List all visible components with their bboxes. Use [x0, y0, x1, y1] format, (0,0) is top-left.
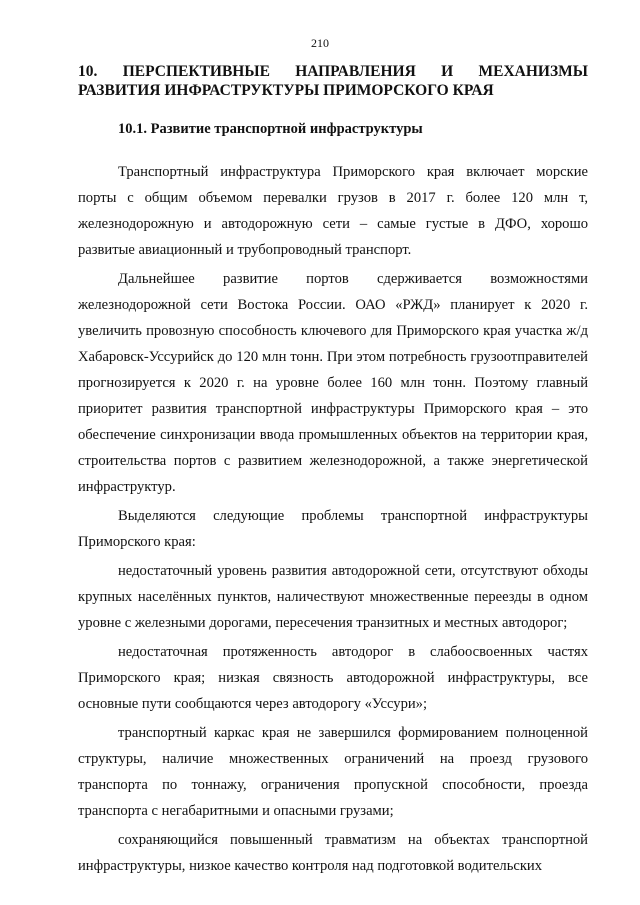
paragraph-port-development: Дальнейшее развитие портов сдерживается возможностями железнодорожной сети Востока России. ОАО «РЖД» планирует к 2020 г. увеличить провозную способность ключевого для Приморского края участка ж/д Хабаровск-Уссурийск до 120 млн тонн. При этом потребность грузоотправителей прогнозируется к 2020 г. на уровне более 160 млн тонн. Поэтому главный приоритет развития транспортной инфраструктуры Приморского края – это обеспечение синхронизации ввода промышленных объектов на территории края, строительства портов с развитием железнодорожной, а также энергетической инфраструктур.: [78, 271, 588, 495]
paragraph-infrastructure-overview: Транспортный инфраструктура Приморского края включает морские порты с общим объемом перевалки грузов в 2017 г. более 120 млн т, железнодорожную и автодорожную сети – самые густые в ДФО, хорошо развитые авиационный и трубопроводный транспорт.: [78, 164, 588, 258]
paragraph-problems-intro: Выделяются следующие проблемы транспортной инфраструктуры Приморского края:: [78, 508, 588, 550]
page-content: [78, 62, 588, 882]
paragraph-problem-traffic-injuries: сохраняющийся повышенный травматизм на объектах транспортной инфраструктуры, низкое качество контроля над подготовкой водительских: [78, 832, 588, 874]
paragraph-problem-transport-frame: транспортный каркас края не завершился формированием полноценной структуры, наличие множественных ограничений на проезд грузового транспорта по тоннажу, ограничения пропускной способности, проезда транспорта с негабаритными и опасными грузами;: [78, 725, 588, 819]
section-title: 10.1. Развитие транспортной инфраструктуры: [118, 121, 423, 137]
paragraph-problem-road-network: недостаточный уровень развития автодорожной сети, отсутствуют обходы крупных населённых пунктов, наличествуют множественные переезды в одном уровне с железными дорогами, пересечения транзитных и местных автодорог;: [78, 563, 588, 631]
paragraph-problem-road-length: недостаточная протяженность автодорог в слабоосвоенных частях Приморского края; низкая связность автодорожной инфраструктуры, все основные пути сообщаются через автодорогу «Уссури»;: [78, 644, 588, 712]
chapter-title: 10. ПЕРСПЕКТИВНЫЕ НАПРАВЛЕНИЯ И МЕХАНИЗМЫ РАЗВИТИЯ ИНФРАСТРУКТУРЫ ПРИМОРСКОГО КРАЯ: [78, 63, 588, 99]
page-number: 210: [311, 36, 329, 50]
